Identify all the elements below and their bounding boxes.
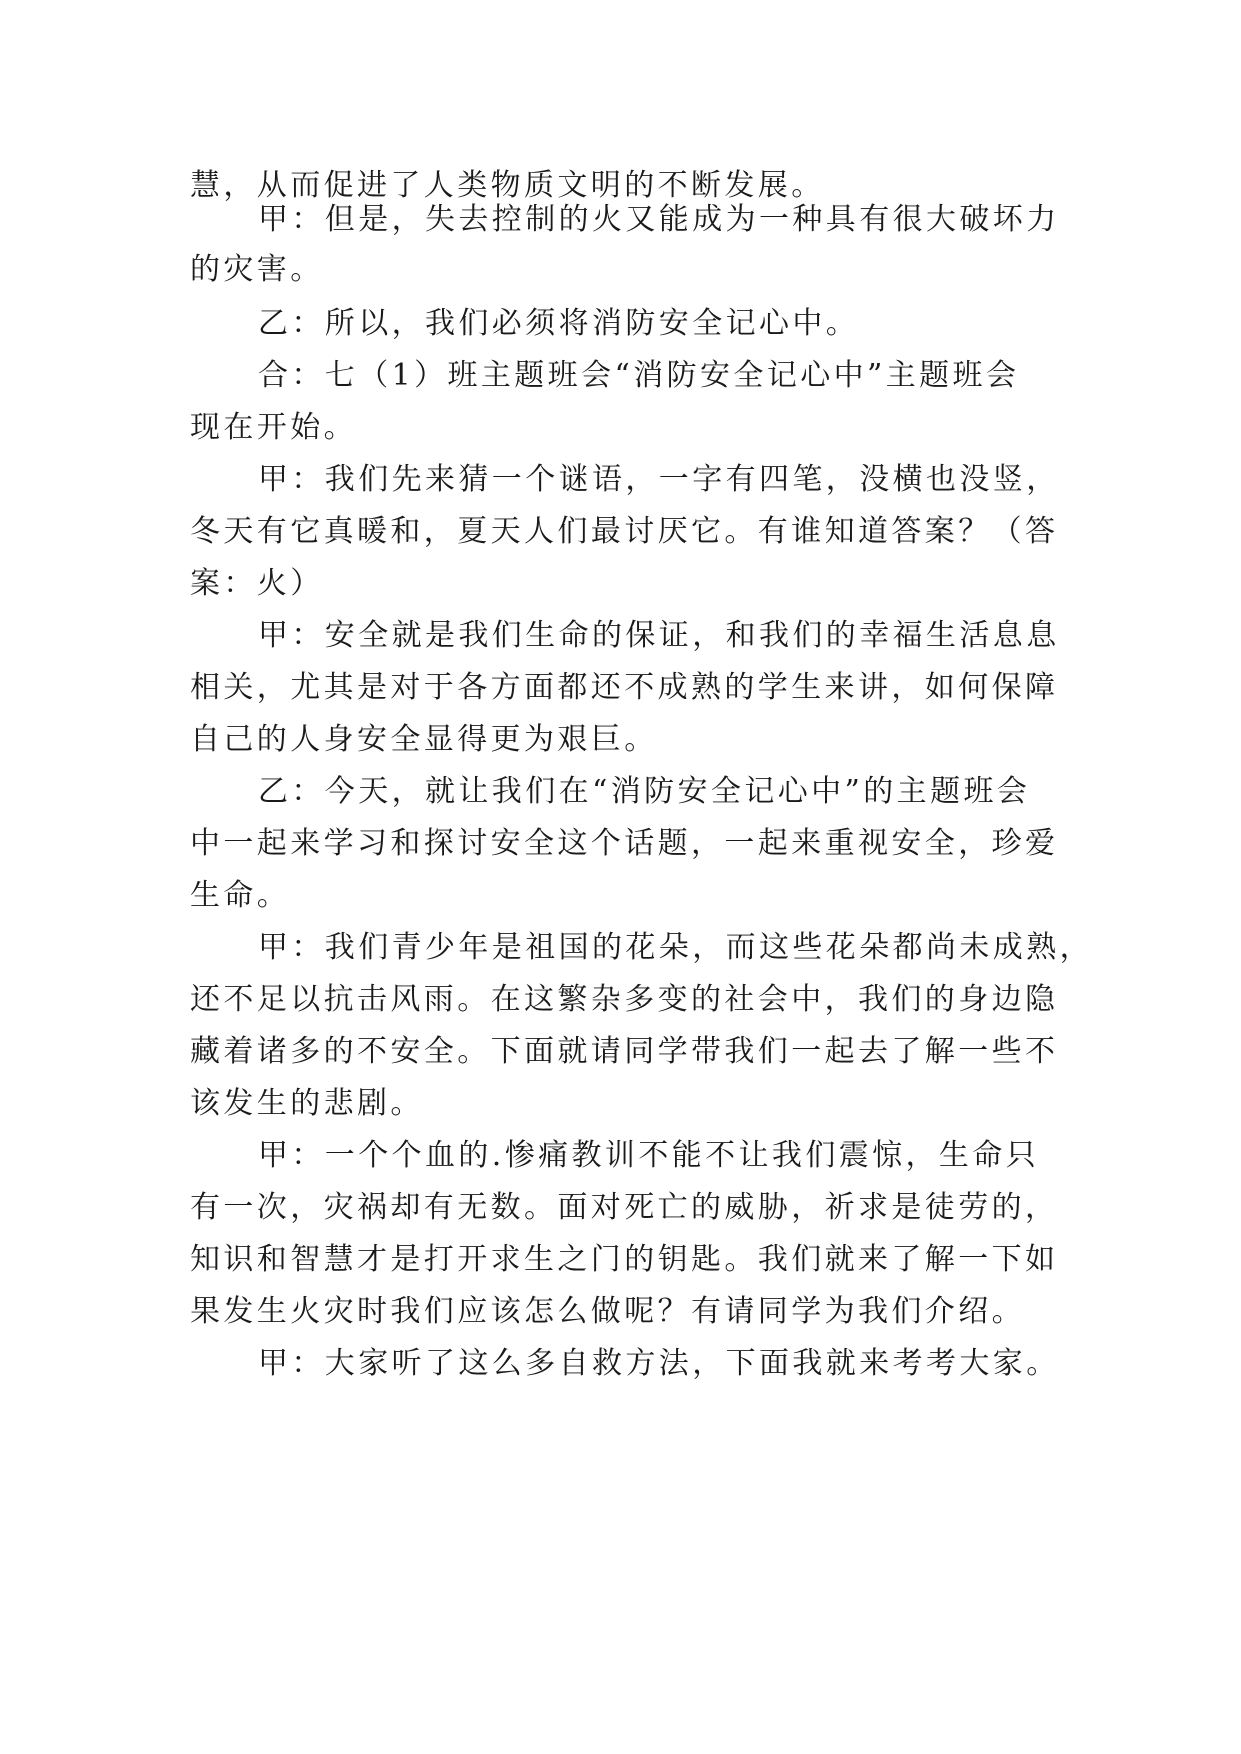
text-line: 还不足以抗击风雨。在这繁杂多变的社会中，我们的身边隐 [190,982,1059,1017]
text-line: 甲：安全就是我们生命的保证，和我们的幸福生活息息 [258,618,1060,653]
text-line: 生命。 [190,878,291,913]
text-line: 现在开始。 [190,410,357,445]
text-line: 果发生火灾时我们应该怎么做呢？有请同学为我们介绍。 [190,1294,1025,1329]
text-line: 知识和智慧才是打开求生之门的钥匙。我们就来了解一下如 [190,1242,1059,1277]
text-line: 案：火） [190,566,324,601]
text-line: 甲：但是，失去控制的火又能成为一种具有很大破坏力 [258,202,1060,237]
text-line: 藏着诸多的不安全。下面就请同学带我们一起去了解一些不 [190,1034,1059,1069]
text-line: 相关，尤其是对于各方面都还不成熟的学生来讲，如何保障 [190,670,1059,705]
text-line: 该发生的悲剧。 [190,1086,424,1121]
text-line: 乙：所以，我们必须将消防安全记心中。 [258,306,860,341]
text-line: 合：七（1）班主题班会“消防安全记心中”主题班会 [258,358,1020,393]
text-line: 的灾害。 [190,252,324,287]
text-line: 冬天有它真暖和，夏天人们最讨厌它。有谁知道答案？（答 [190,514,1059,549]
text-line: 有一次，灾祸却有无数。面对死亡的威胁，祈求是徒劳的， [190,1190,1059,1225]
text-line: 甲：大家听了这么多自救方法，下面我就来考考大家。 [258,1346,1060,1381]
text-line: 慧，从而促进了人类物质文明的不断发展。 [190,168,825,203]
text-line: 乙：今天，就让我们在“消防安全记心中”的主题班会 [258,774,1031,809]
text-line: 甲：我们先来猜一个谜语，一字有四笔，没横也没竖， [258,462,1060,497]
text-line: 自己的人身安全显得更为艰巨。 [190,722,658,757]
text-line: 甲：一个个血的.惨痛教训不能不让我们震惊，生命只 [258,1138,1040,1173]
text-line: 甲：我们青少年是祖国的花朵，而这些花朵都尚未成熟， [258,930,1093,965]
text-line: 中一起来学习和探讨安全这个话题，一起来重视安全，珍爱 [190,826,1059,861]
